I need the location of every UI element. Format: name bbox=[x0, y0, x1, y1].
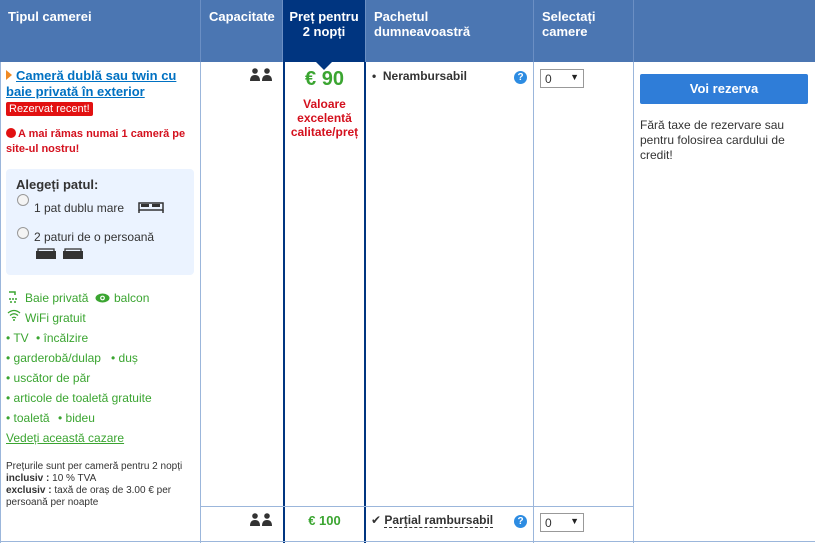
wifi-icon bbox=[7, 309, 21, 321]
offer-price: € 90 bbox=[305, 68, 344, 90]
row-divider bbox=[0, 541, 815, 542]
bed-choice-box bbox=[6, 169, 194, 275]
header-package: Pachetul dumneavoastră bbox=[366, 0, 534, 62]
room-count-value: 0 bbox=[545, 72, 552, 86]
price-notes bbox=[6, 461, 196, 509]
grid-line bbox=[533, 62, 534, 543]
amenity-shower: • duș bbox=[111, 351, 138, 365]
amenity-bath: Baie privată bbox=[25, 291, 89, 305]
see-room-link[interactable]: Vedeți această cazare bbox=[6, 431, 125, 445]
price-notes-line: Prețurile sunt per cameră pentru 2 nopți bbox=[6, 461, 183, 472]
shower-icon bbox=[7, 291, 20, 304]
amenity-shower-label: duș bbox=[118, 351, 138, 365]
bed-radio-double[interactable] bbox=[17, 194, 29, 206]
bed-option-double[interactable]: 1 pat dublu mare bbox=[34, 201, 125, 215]
offer-price: € 100 bbox=[308, 513, 341, 528]
amenity-toiletries: • articole de toaletă gratuite bbox=[6, 391, 152, 405]
help-icon[interactable]: ? bbox=[514, 515, 527, 528]
header-room-type: Tipul camerei bbox=[0, 0, 201, 62]
room-count-select[interactable] bbox=[540, 513, 584, 532]
room-name-text[interactable]: Cameră dublă sau twin cu baie privată în exterior bbox=[6, 68, 177, 99]
amenity-heating: • încălzire bbox=[36, 331, 89, 345]
header-price: Preț pentru 2 nopți bbox=[283, 0, 366, 62]
price-notes-included: inclusiv : 10 % TVA bbox=[6, 473, 97, 484]
amenity-tv-label: TV bbox=[13, 331, 29, 345]
check-icon: ✔ bbox=[371, 513, 382, 527]
price-notes-excluded: exclusiv : taxă de oraș de 3.00 € per persoană per noapte bbox=[6, 485, 172, 508]
header-capacity: Capacitate bbox=[201, 0, 283, 62]
amenity-bidet: • bideu bbox=[58, 411, 95, 425]
bed-radio-twin[interactable] bbox=[17, 227, 29, 239]
amenity-balcony: balcon bbox=[114, 291, 150, 305]
amenity-toilet: • toaletă bbox=[6, 411, 50, 425]
room-count-value: 0 bbox=[545, 516, 552, 530]
eye-icon bbox=[95, 293, 110, 303]
package-label[interactable]: Parțial rambursabil bbox=[384, 513, 494, 527]
caret-right-icon bbox=[6, 70, 12, 80]
two-people-icon bbox=[249, 513, 273, 526]
grid-line bbox=[0, 62, 1, 543]
single-bed-icon bbox=[35, 248, 57, 262]
amenity-wifi: WiFi gratuit bbox=[25, 311, 86, 325]
amenity-wardrobe-label: garderobă/dulap bbox=[13, 351, 101, 365]
grid-line bbox=[633, 62, 634, 543]
alert-dot-icon bbox=[6, 128, 16, 138]
amenity-dryer-label: uscător de păr bbox=[13, 371, 91, 385]
package-partial-refundable[interactable] bbox=[371, 513, 493, 527]
recently-booked-badge: Rezervat recent! bbox=[6, 102, 93, 116]
no-fee-note: Fără taxe de rezervare sau pentru folosirea cardului de credit! bbox=[640, 118, 785, 162]
row-divider bbox=[200, 506, 634, 507]
header-reserve bbox=[634, 0, 815, 62]
amenity-dryer: • uscător de păr bbox=[6, 371, 91, 385]
room-count-select[interactable] bbox=[540, 69, 584, 88]
rooms-left-text: A mai rămas numai 1 cameră pe site-ul nostru! bbox=[6, 128, 186, 155]
amenity-toilet-label: toaletă bbox=[13, 411, 50, 425]
single-bed-icon bbox=[62, 248, 84, 262]
help-icon[interactable]: ? bbox=[514, 71, 527, 84]
value-label: Valoare excelentă calitate/preț bbox=[290, 97, 359, 139]
reserve-button[interactable]: Voi rezerva bbox=[640, 74, 808, 104]
package-label: Nerambursabil bbox=[382, 69, 467, 83]
grid-line bbox=[200, 62, 201, 543]
two-people-icon bbox=[249, 68, 273, 81]
amenity-toiletries-label: articole de toaletă gratuite bbox=[13, 391, 152, 405]
room-name-link[interactable] bbox=[6, 68, 196, 100]
double-bed-icon bbox=[138, 200, 164, 214]
amenity-heating-label: încălzire bbox=[43, 331, 89, 345]
bed-option-twin[interactable]: 2 paturi de o persoană bbox=[34, 230, 155, 244]
bed-choice-title: Alegeți patul: bbox=[16, 177, 99, 192]
amenity-bidet-label: bideu bbox=[65, 411, 95, 425]
rooms-left-warning bbox=[6, 127, 196, 157]
header-select: Selectați camere bbox=[534, 0, 634, 62]
dropdown-arrow-icon: ▼ bbox=[570, 516, 579, 526]
amenity-tv: • TV bbox=[6, 331, 29, 345]
dropdown-arrow-icon: ▼ bbox=[570, 72, 579, 82]
package-non-refundable: • Nerambursabil bbox=[372, 69, 467, 83]
amenity-wardrobe: • garderobă/dulap bbox=[6, 351, 101, 365]
